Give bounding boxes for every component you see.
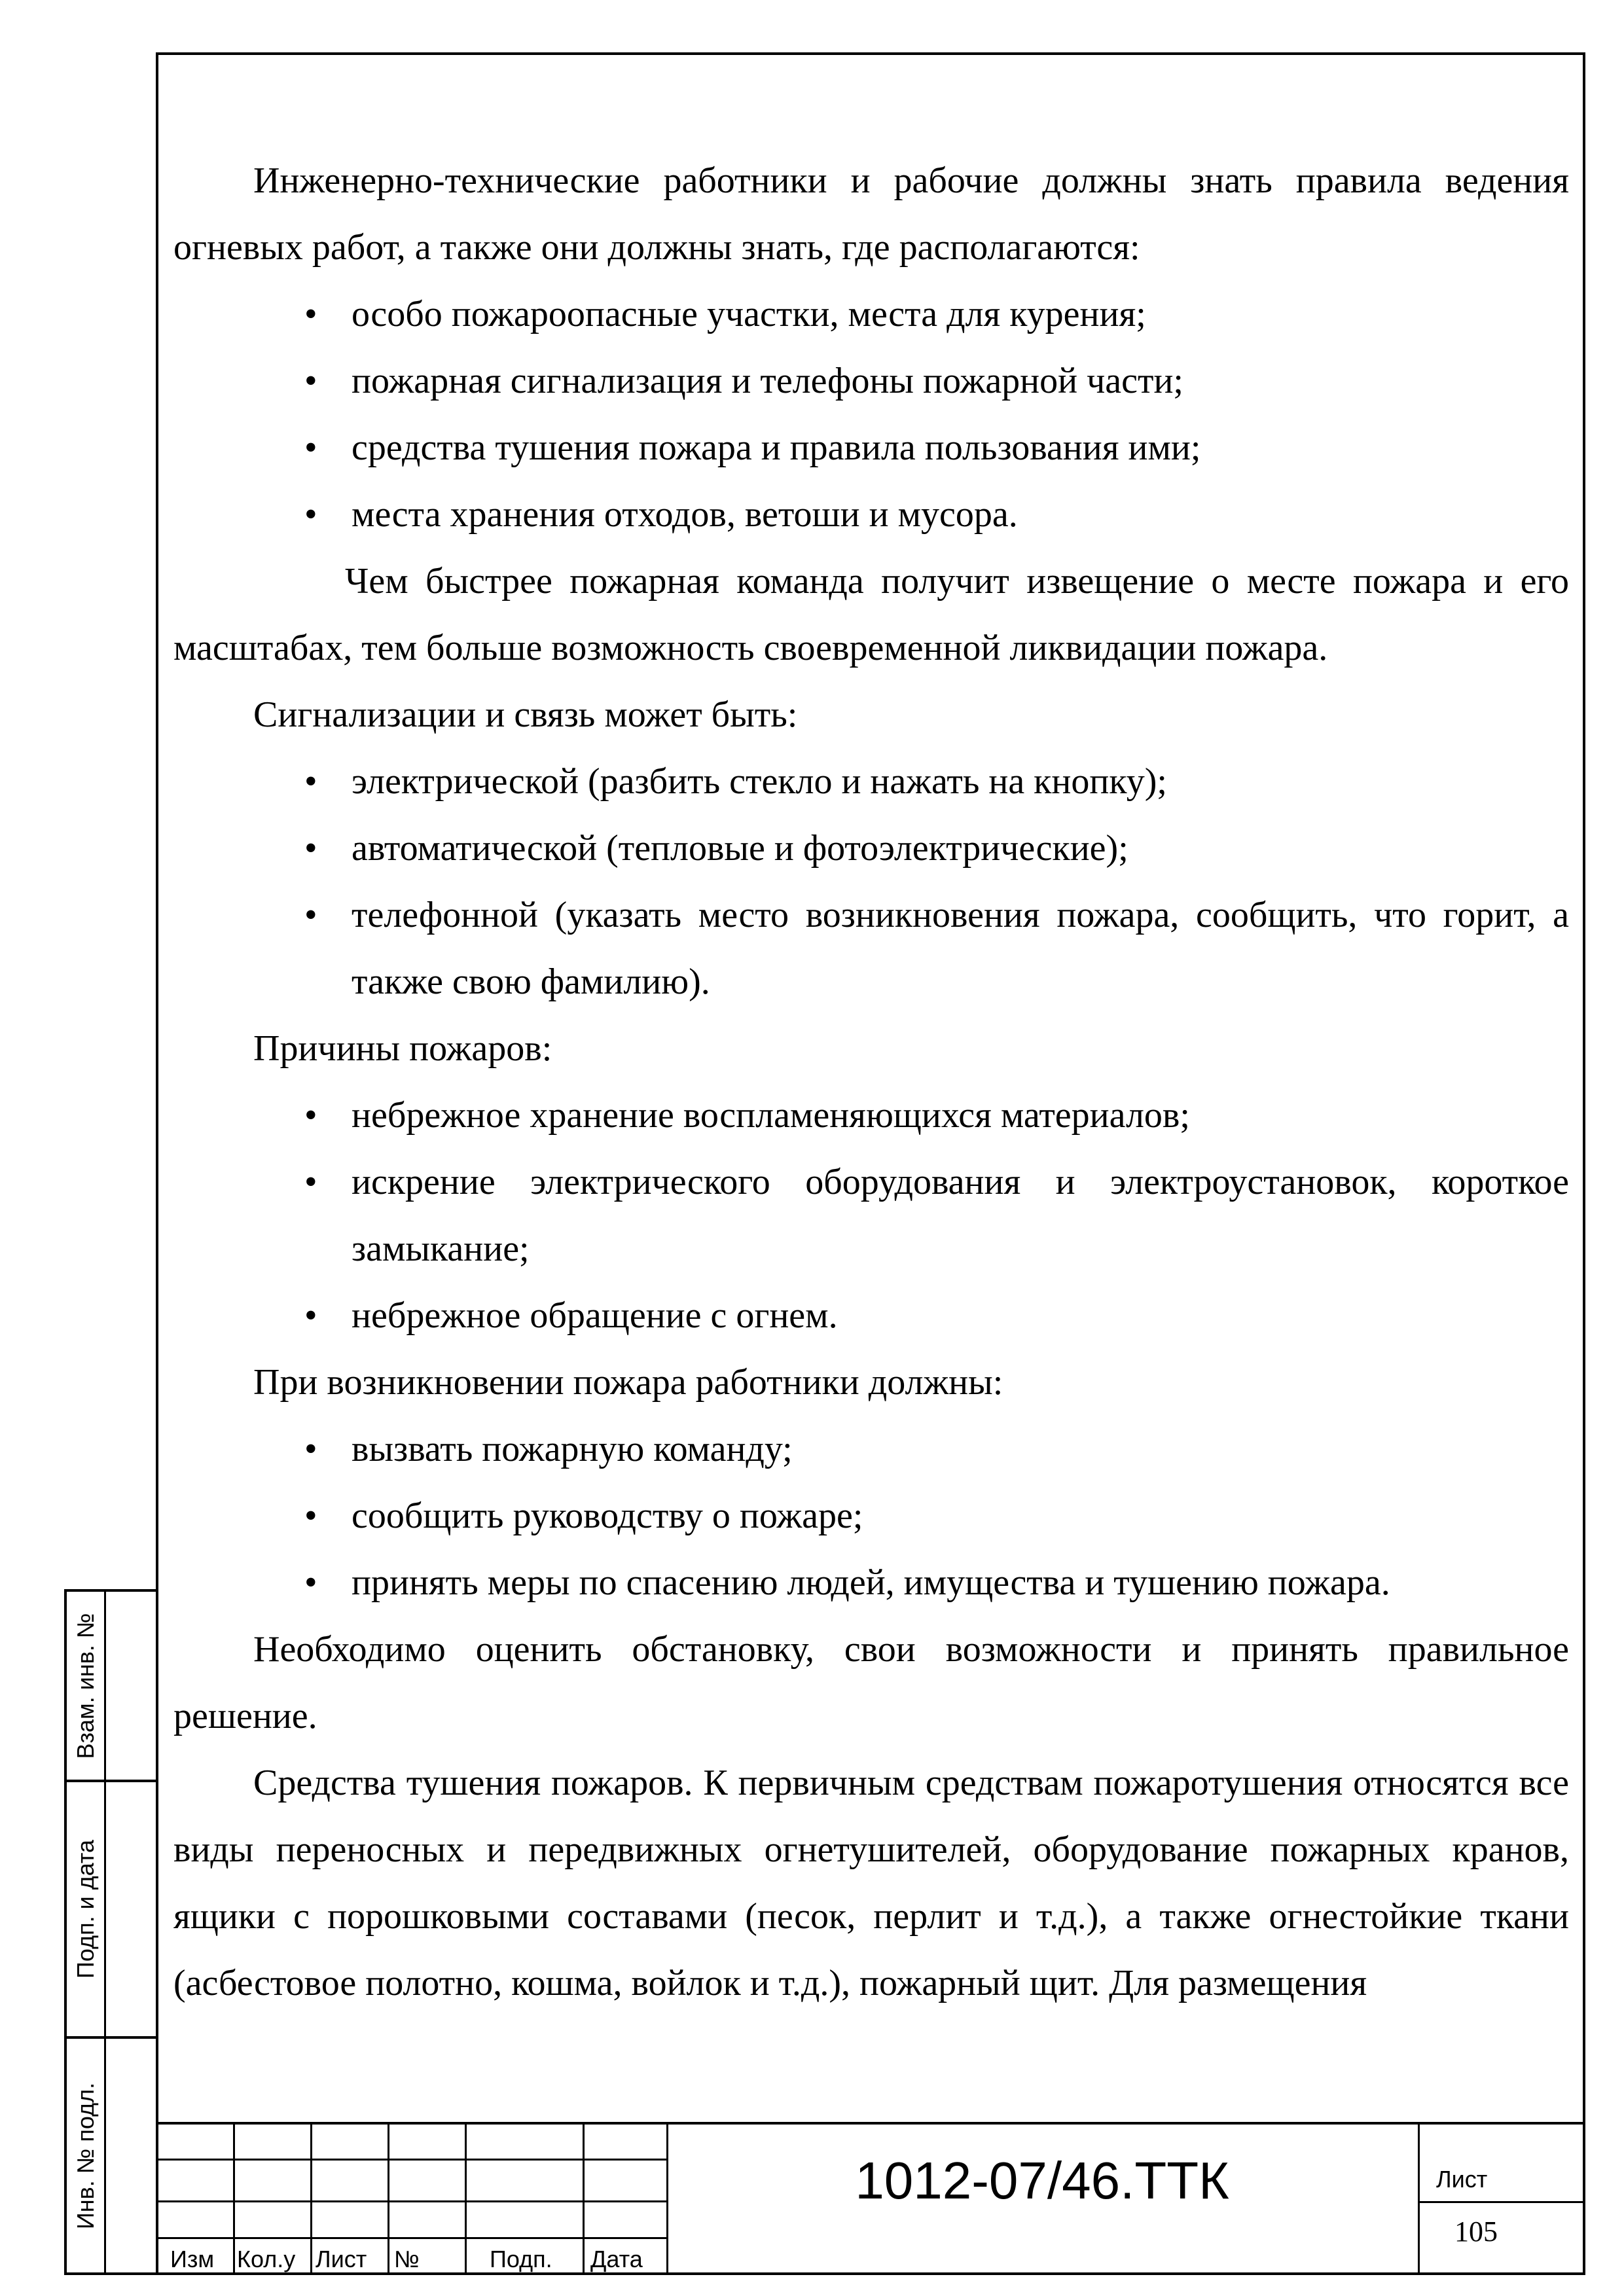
bullet-icon: •	[304, 427, 317, 468]
bullet-icon: •	[304, 761, 317, 802]
stamp-label: Подп. и дата	[71, 1839, 99, 1979]
list-signal-types	[173, 748, 1569, 1015]
list-item: • сообщить руководству о пожаре;	[173, 1482, 1569, 1549]
list-item: • вызвать пожарную команду;	[173, 1416, 1569, 1482]
stamp-podp-data	[64, 1780, 156, 2039]
col-num: №	[394, 2246, 420, 2272]
list-item: • телефонной (указать место возникновения пожара, сообщить, что горит, а также свою фамилию).	[173, 882, 1569, 1015]
bullet-icon: •	[304, 294, 317, 334]
list-item: • принять меры по спасению людей, имущества и тушению пожара.	[173, 1549, 1569, 1616]
bullet-icon: •	[304, 1496, 317, 1536]
col-podp: Подп.	[490, 2246, 552, 2272]
list-fire-locations	[173, 281, 1569, 548]
list-item: • небрежное хранение воспламеняющихся материалов;	[173, 1082, 1569, 1149]
bullet-icon: •	[304, 895, 317, 935]
bullet-icon: •	[304, 1295, 317, 1336]
bullet-icon: •	[304, 1162, 317, 1202]
list-item: • места хранения отходов, ветоши и мусора.	[173, 481, 1569, 548]
bullet-icon: •	[304, 361, 317, 401]
list-item: • искрение электрического оборудования и электроустановок, короткое замыкание;	[173, 1149, 1569, 1282]
bullet-icon: •	[304, 1095, 317, 1136]
sheet-label: Лист	[1436, 2166, 1488, 2193]
col-izm: Изм	[170, 2246, 215, 2272]
list-item: • средства тушения пожара и правила пользования ими;	[173, 414, 1569, 481]
list-item: • пожарная сигнализация и телефоны пожарной части;	[173, 348, 1569, 414]
list-item: • электрической (разбить стекло и нажать на кнопку);	[173, 748, 1569, 815]
document-body	[173, 147, 1569, 2017]
list-item: • особо пожароопасные участки, места для курения;	[173, 281, 1569, 348]
paragraph-5: При возникновении пожара работники должны:	[253, 1362, 1003, 1403]
bullet-icon: •	[304, 494, 317, 535]
sheet-number: 105	[1454, 2215, 1498, 2248]
paragraph-2: Чем быстрее пожарная команда получит извещение о месте пожара и его масштабах, тем больше возможность своевременной ликвидации пожара.	[173, 561, 1569, 668]
col-list: Лист	[316, 2246, 367, 2272]
list-worker-actions	[173, 1416, 1569, 1616]
col-data: Дата	[590, 2246, 643, 2272]
stamp-vzam-inv	[64, 1589, 156, 1782]
bullet-icon: •	[304, 1429, 317, 1469]
paragraph-7: Средства тушения пожаров. К первичным средствам пожаротушения относятся все виды переносных и передвижных огнетушителей, оборудование пожарных кранов, ящики с порошковыми составами (песок, перлит и т.д.), а также огнестойкие ткани (асбестовое полотно, кошма, войлок и т.д.), пожарный щит. Для размещения	[173, 1763, 1569, 2003]
title-block	[156, 2122, 1585, 2275]
bullet-icon: •	[304, 1562, 317, 1603]
paragraph-6: Необходимо оценить обстановку, свои возможности и принять правильное решение.	[173, 1629, 1569, 1736]
bullet-icon: •	[304, 828, 317, 869]
list-item: • небрежное обращение с огнем.	[173, 1282, 1569, 1349]
list-item: • автоматической (тепловые и фотоэлектрические);	[173, 815, 1569, 882]
paragraph-1: Инженерно-технические работники и рабочие должны знать правила ведения огневых работ, а также они должны знать, где располагаются:	[173, 160, 1569, 268]
list-fire-causes	[173, 1082, 1569, 1349]
stamp-label: Взам. инв. №	[71, 1612, 99, 1759]
col-kol: Кол.у	[237, 2246, 296, 2272]
paragraph-3: Сигнализации и связь может быть:	[253, 694, 798, 735]
document-code: 1012-07/46.ТТК	[855, 2151, 1229, 2210]
stamp-label: Инв. № подл.	[71, 2082, 99, 2229]
paragraph-4: Причины пожаров:	[253, 1028, 552, 1069]
stamp-inv-podl	[64, 2036, 156, 2275]
